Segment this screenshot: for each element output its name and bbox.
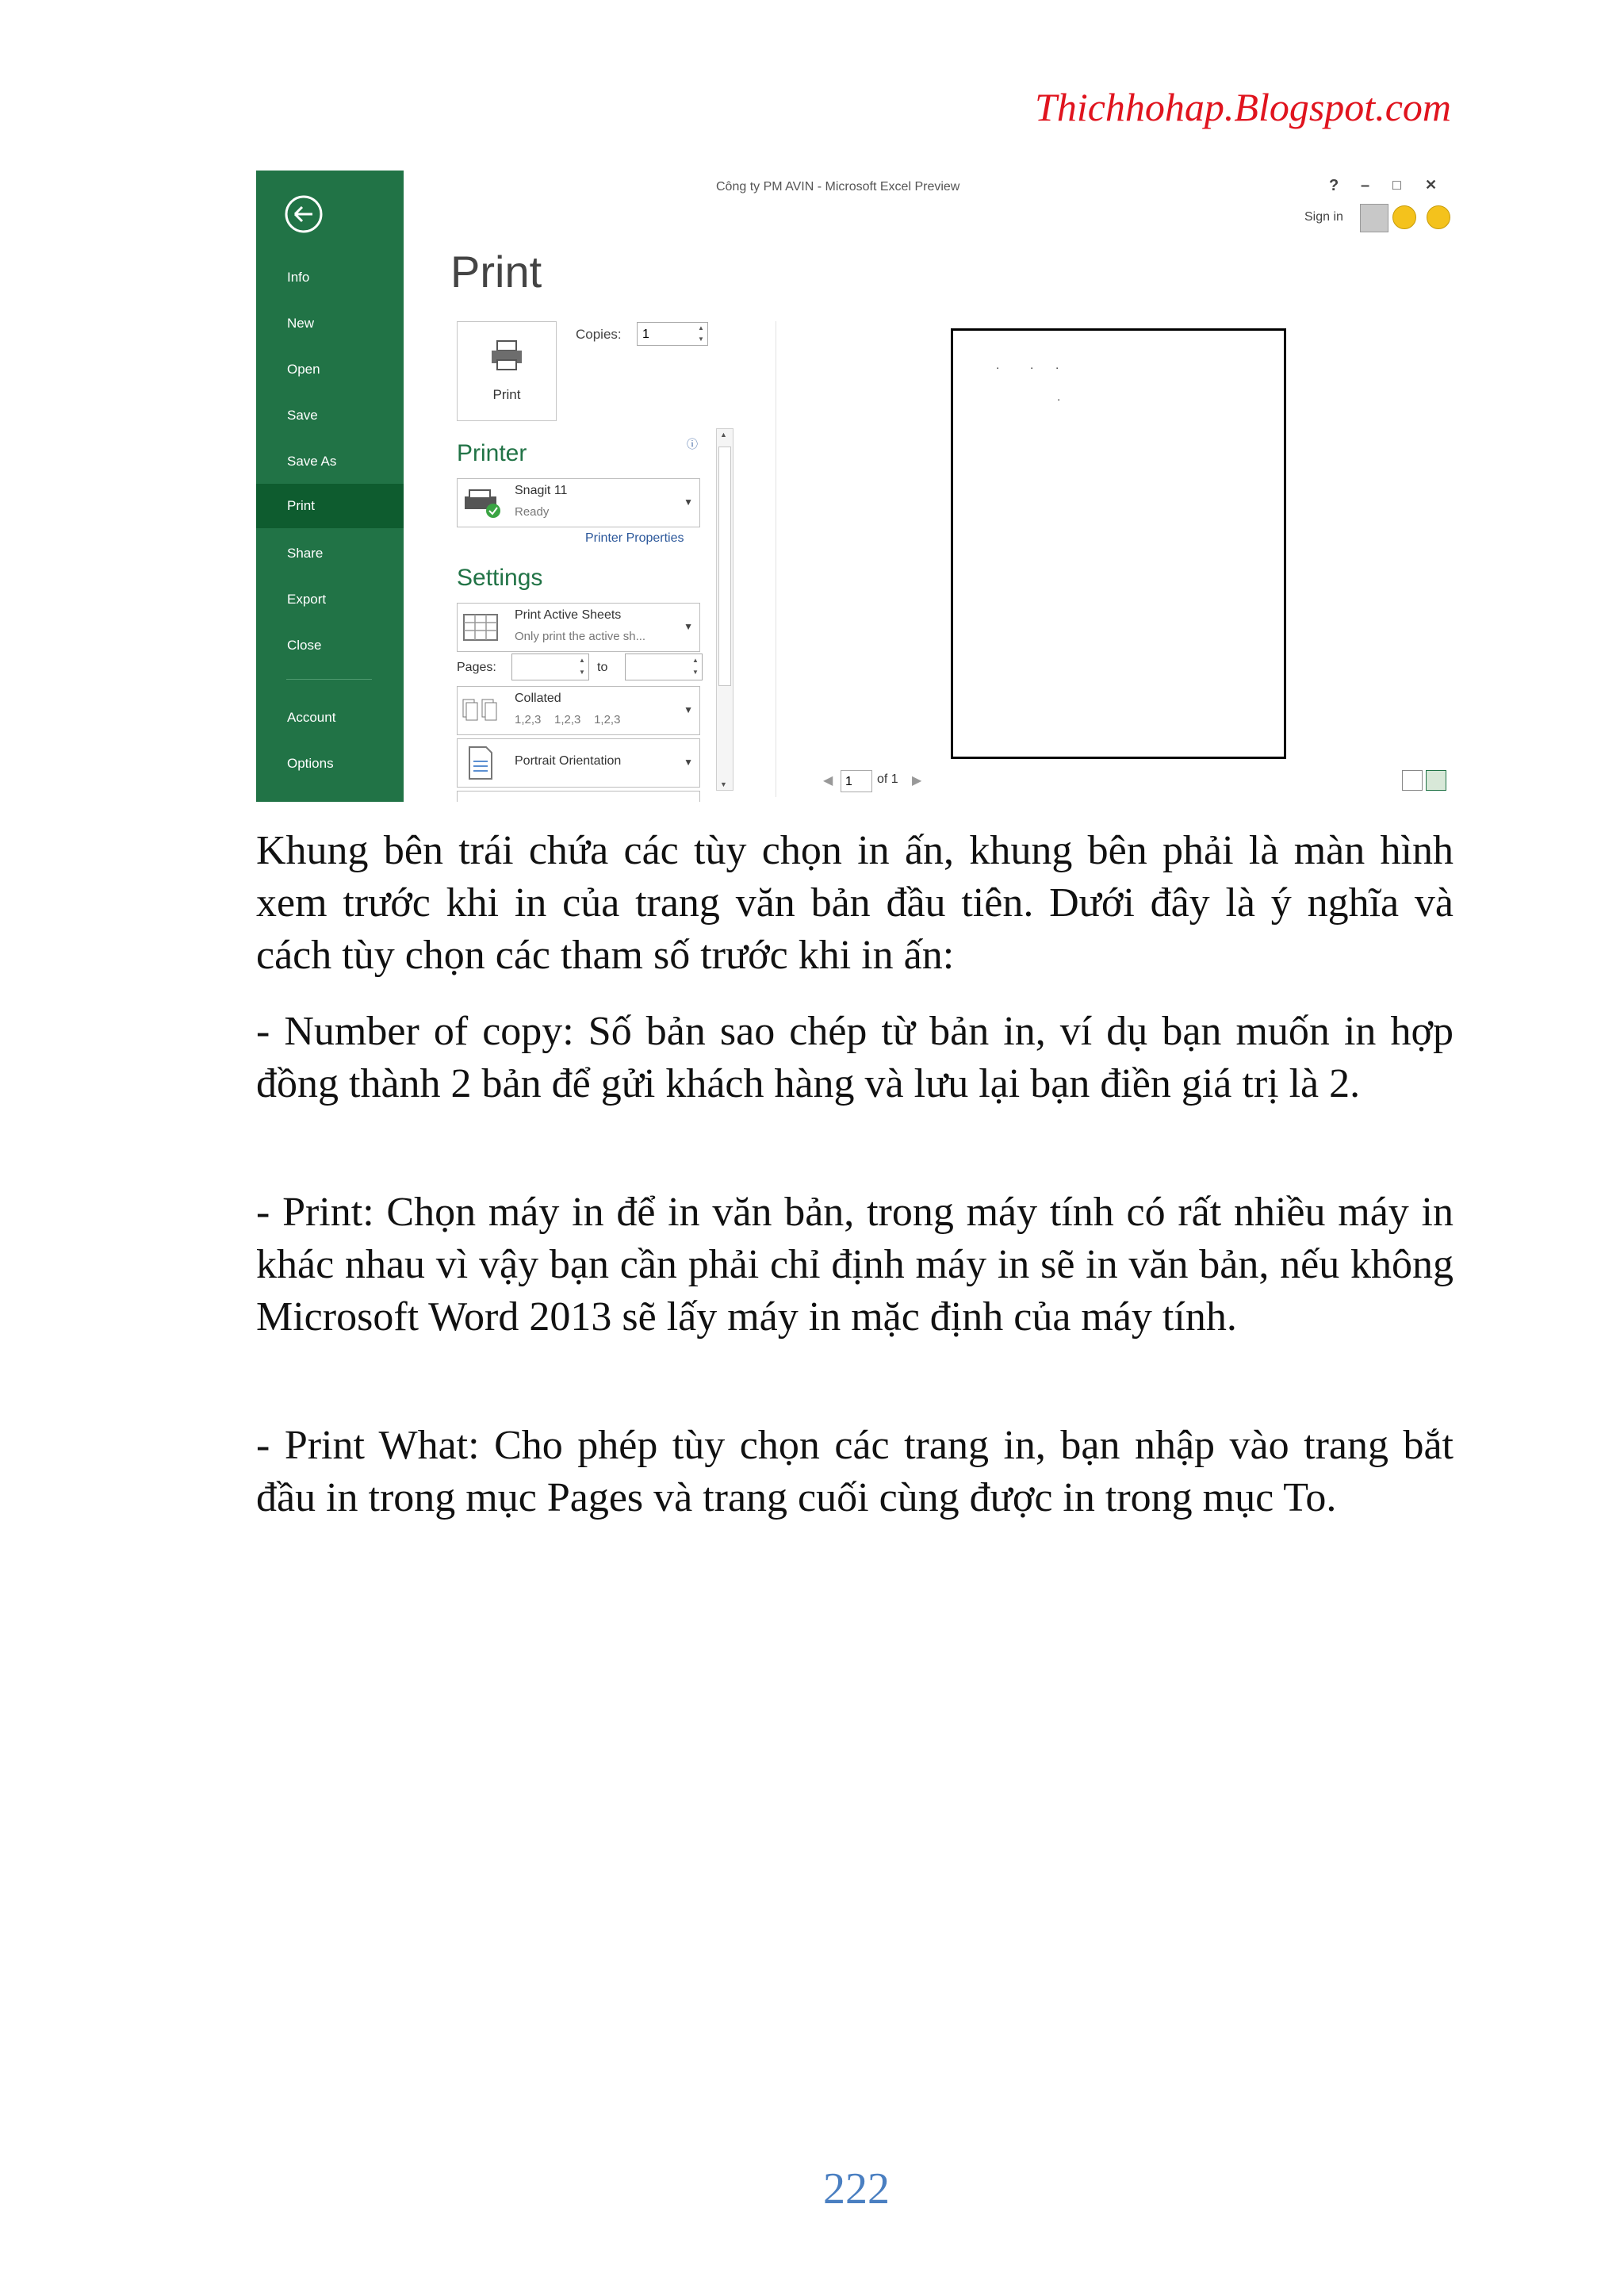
scrollbar-thumb[interactable] [718,447,731,686]
pages-from-input[interactable] [511,654,589,680]
nav-close[interactable]: Close [287,638,322,653]
preview-mark: ▪ [997,366,999,371]
printer-section-title: Printer [457,440,527,466]
nav-divider [286,679,372,680]
chevron-down-icon: ▼ [684,621,693,632]
frown-feedback-icon[interactable] [1427,205,1450,229]
window-title: Công ty PM AVIN - Microsoft Excel Preview [716,180,960,194]
orientation-label: Portrait Orientation [515,754,622,768]
settings-section-title: Settings [457,565,543,591]
copies-value: 1 [642,328,649,341]
sheet-grid-icon [462,613,499,642]
printer-dropdown[interactable] [457,478,700,527]
nav-new[interactable]: New [287,316,315,331]
pages-to-input[interactable] [625,654,703,680]
nav-save-as[interactable]: Save As [287,454,337,469]
sign-in-link[interactable]: Sign in [1304,210,1343,224]
preview-mark: ▪ [1058,398,1060,403]
printer-name: Snagit 11 [515,484,568,497]
next-page-icon[interactable]: ▶ [912,774,922,788]
print-sheets-desc: Only print the active sh... [515,630,646,643]
collated-pages-icon [462,696,503,725]
nav-open[interactable]: Open [287,362,320,377]
show-margins-icon[interactable] [1402,770,1423,791]
nav-info[interactable]: Info [287,270,310,285]
nav-print[interactable]: Print [256,484,404,528]
chevron-down-icon: ▼ [684,496,693,508]
printer-properties-link[interactable]: Printer Properties [585,531,684,545]
copies-input[interactable] [637,322,708,346]
collated-desc: 1,2,3 1,2,3 1,2,3 [515,713,621,726]
print-sheets-dropdown[interactable] [457,603,700,652]
print-button-label: Print [492,387,521,402]
pages-to-spinner[interactable]: ▲ ▼ [692,657,699,676]
chevron-down-icon: ▼ [684,704,693,715]
paragraph-intro: Khung bên trái chứa các tùy chọn in ấn, khung bên phải là màn hình xem trước khi in của trang văn bản đầu tiên. Dưới đây là ý nghĩa và cách tùy chọn các tham số trước khi in ấn: [256,828,1454,978]
paragraph-print: - Print: Chọn máy in để in văn bản, trong máy tính có rất nhiều máy in khác nhau vì vậy bạn cần phải chỉ định máy in sẽ in văn bản, nếu không Microsoft Word 2013 sẽ lấy máy in mặc định của máy tính. [256,1190,1454,1340]
chevron-down-icon: ▼ [684,757,693,768]
minimize-button[interactable]: – [1361,177,1370,194]
orientation-dropdown[interactable] [457,738,700,788]
to-label: to [597,661,608,674]
collated-label: Collated [515,692,561,705]
info-icon[interactable]: ⓘ [687,438,698,450]
excel-print-screenshot [256,171,1454,802]
printer-status: Ready [515,505,550,519]
preview-mark: ▪ [1031,366,1033,371]
pages-label: Pages: [457,661,496,674]
back-arrow-icon[interactable] [284,194,324,234]
print-button[interactable] [457,321,557,421]
nav-export[interactable]: Export [287,592,327,607]
page-number: 222 [823,2164,890,2214]
help-button[interactable]: ? [1329,177,1339,194]
print-sheets-label: Print Active Sheets [515,608,622,622]
copies-label: Copies: [576,327,622,342]
zoom-to-page-icon[interactable] [1426,770,1446,791]
smile-feedback-icon[interactable] [1392,205,1416,229]
nav-account[interactable]: Account [287,710,336,725]
page-title: Print [450,247,542,297]
collated-dropdown[interactable] [457,686,700,735]
close-window-button[interactable]: ✕ [1425,177,1438,193]
portrait-page-icon [467,746,494,780]
nav-share[interactable]: Share [287,546,324,561]
page-number-input[interactable]: 1 [841,770,872,792]
print-preview-page [951,328,1286,759]
backstage-nav [256,171,404,802]
settings-scrollbar[interactable]: ▲ ▼ [716,428,733,791]
nav-save[interactable]: Save [287,408,318,423]
paragraph-copies: - Number of copy: Số bản sao chép từ bản in, ví dụ bạn muốn in hợp đồng thành 2 bản để gửi khách hàng và lưu lại bạn điền giá trị là 2. [256,1009,1454,1106]
avatar-icon[interactable] [1360,204,1388,232]
prev-page-icon[interactable]: ◀ [823,774,833,788]
paragraph-print-what: - Print What: Cho phép tùy chọn các trang in, bạn nhập vào trang bắt đầu in trong mục Pages và trang cuối cùng được in trong mục To. [256,1423,1454,1520]
next-setting-dropdown[interactable] [457,791,700,802]
nav-options[interactable]: Options [287,756,334,771]
printer-icon [489,338,524,373]
preview-mark: ▪ [1056,366,1059,371]
pages-from-spinner[interactable]: ▲ ▼ [579,657,585,676]
page-of-label: of 1 [877,772,898,786]
printer-ready-icon [462,487,503,519]
blog-title: Thichhohap.Blogspot.com [1035,85,1451,129]
maximize-button[interactable]: □ [1392,177,1401,193]
copies-spinner[interactable]: ▲ ▼ [698,324,704,343]
